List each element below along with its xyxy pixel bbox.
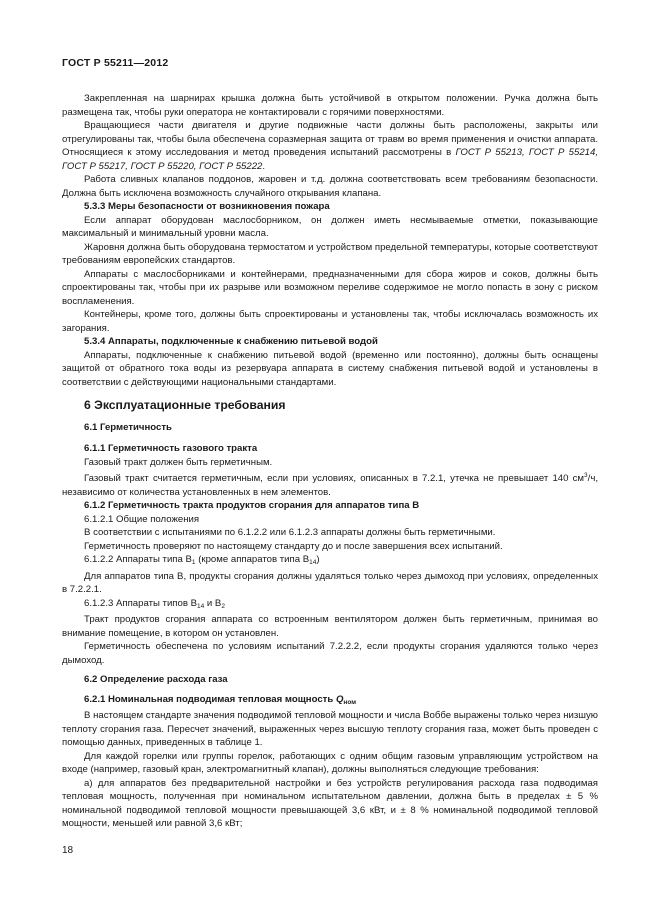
text-span: )	[316, 554, 320, 565]
text-span: /ч, независимо от количества установленных в нем элементов.	[62, 473, 598, 498]
paragraph	[62, 597, 598, 614]
text-span: Вращающиеся части двигателя и другие подвижные части должны быть расположены, закрыты или отрегулированы так, чтобы была обеспечена соразмерная защита от травм во время применения и очистки аппарата. Относящиеся к этому исследования и метод проведения испытаний рассмотрены в	[62, 120, 598, 158]
section-heading-6-1: 6.1 Герметичность	[84, 421, 172, 433]
subscript: ном	[343, 698, 357, 706]
page-number: 18	[62, 845, 74, 856]
paragraph: Работа сливных клапанов поддонов, жаровен и т.д. должна соответствовать всем требованиям безопасности. Должна быть исключена возможность случайного открывания клапана.	[62, 174, 598, 199]
paragraph: Аппараты, подключенные к снабжению питьевой водой (временно или постоянно), должны быть оснащены защитой от обратного тока воды из резервуара аппарата в систему снабжения питьевой водой и установлены в соответствии с действующими национальными стандартами.	[62, 349, 598, 388]
subscript: 1	[191, 559, 196, 566]
paragraph	[62, 469, 598, 499]
section-heading-6-1-1: 6.1.1 Герметичность газового тракта	[84, 443, 258, 454]
paragraph: Газовый тракт должен быть герметичным.	[84, 456, 273, 468]
section-heading-6: 6 Эксплуатационные требования	[84, 398, 286, 412]
paragraph: В соответствии с испытаниями по 6.1.2.2 или 6.1.2.3 аппараты должны быть герметичными.	[84, 527, 496, 538]
text-span: .	[262, 160, 266, 172]
paragraph	[62, 553, 598, 570]
symbol-q: Q	[335, 693, 344, 705]
paragraph: Герметичность проверяют по настоящему стандарту до и после завершения всех испытаний.	[84, 540, 503, 552]
document-body	[62, 92, 598, 831]
paragraph: Для аппаратов типа В, продукты сгорания должны удаляться только через дымоход при условиях, определенных в 7.2.2.1.	[62, 570, 598, 595]
standards-reference: ГОСТ Р 55213, ГОСТ Р 55214, ГОСТ Р 55217, ГОСТ Р 55220, ГОСТ Р 55222	[62, 147, 598, 172]
paragraph: Герметичность обеспечена по условиям испытаний 7.2.2.2, если продукты сгорания удаляются только через дымоход.	[62, 641, 598, 666]
text-span: 6.1.2.2 Аппараты типа В	[84, 554, 192, 565]
text-span: Газовый тракт считается герметичным, если при условиях, описанных в 7.2.1, утечка не превышает 140 см	[84, 473, 585, 484]
subscript: 14	[309, 559, 317, 566]
paragraph: Контейнеры, кроме того, должны быть спроектированы и установлены так, чтобы исключалась возможность их загорания.	[62, 309, 598, 334]
superscript: 3	[584, 472, 588, 479]
section-heading-6-1-2: 6.1.2 Герметичность тракта продуктов сгорания для аппаратов типа В	[84, 500, 420, 511]
paragraph: 6.1.2.1 Общие положения	[84, 513, 200, 525]
paragraph: а) для аппаратов без предварительной настройки и без устройств регулирования расхода газа подводимая тепловая мощность, полученная при номинальном испытательном давлении, должна быть в пределах ± 5 % номинальной подводимой тепловой мощности превышающей 3,6 кВт, и ± 8 % номинальной подводимой тепловой мощности, меньшей или равной 3,6 кВт;	[62, 777, 598, 829]
subscript: 14	[197, 602, 205, 610]
text-span: и В	[204, 597, 222, 609]
document-header: ГОСТ Р 55211—2012	[62, 57, 169, 69]
section-heading-5-3-3: 5.3.3 Меры безопасности от возникновения пожара	[84, 201, 330, 212]
paragraph: В настоящем стандарте значения подводимой тепловой мощности и числа Воббе выражены только через низшую теплоту сгорания газа. Пересчет значений, выраженных через высшую теплоту сгорания газа, может быть проведен с помощью данных, приведенных в таблице 1.	[62, 710, 598, 748]
paragraph: Жаровня должна быть оборудована термостатом и устройством предельной температуры, которые соответствуют требованиям европейских стандартов.	[62, 241, 598, 266]
text-span: 6.2.1 Номинальная подводимая тепловая мощность	[84, 693, 336, 705]
section-heading-5-3-4: 5.3.4 Аппараты, подключенные к снабжению питьевой водой	[84, 336, 378, 347]
text-span: 6.1.2.3 Аппараты типов В	[84, 597, 197, 609]
section-heading-6-2: 6.2 Определение расхода газа	[84, 674, 228, 685]
paragraph	[62, 119, 598, 173]
text-span: (кроме аппаратов типа В	[195, 554, 310, 565]
paragraph: Закрепленная на шарнирах крышка должна быть устойчивой в открытом положении. Ручка должна быть размещена так, чтобы руки оператора не контактировали с горячими поверхностями.	[62, 93, 598, 118]
paragraph: Для каждой горелки или группы горелок, работающих с одним общим газовым управляющим устройством на входе (например, газовый кран, электромагнитный клапан), должны выполняться следующие требования:	[62, 750, 598, 775]
subscript: 2	[221, 602, 225, 610]
paragraph: Аппараты с маслосборниками и контейнерами, предназначенными для сбора жиров и соков, должны быть спроектированы так, чтобы при их разрыве или возможном переливе содержимое не могло попасть в зону с риском воспламенения.	[62, 268, 598, 307]
paragraph: Если аппарат оборудован маслосборником, он должен иметь несмываемые отметки, показывающие максимальный и минимальный уровни масла.	[62, 214, 598, 239]
section-heading-6-2-1	[62, 693, 598, 710]
paragraph: Тракт продуктов сгорания аппарата со встроенным вентилятором должен быть герметичным, принимая во внимание помещение, в котором он установлен.	[62, 614, 598, 639]
